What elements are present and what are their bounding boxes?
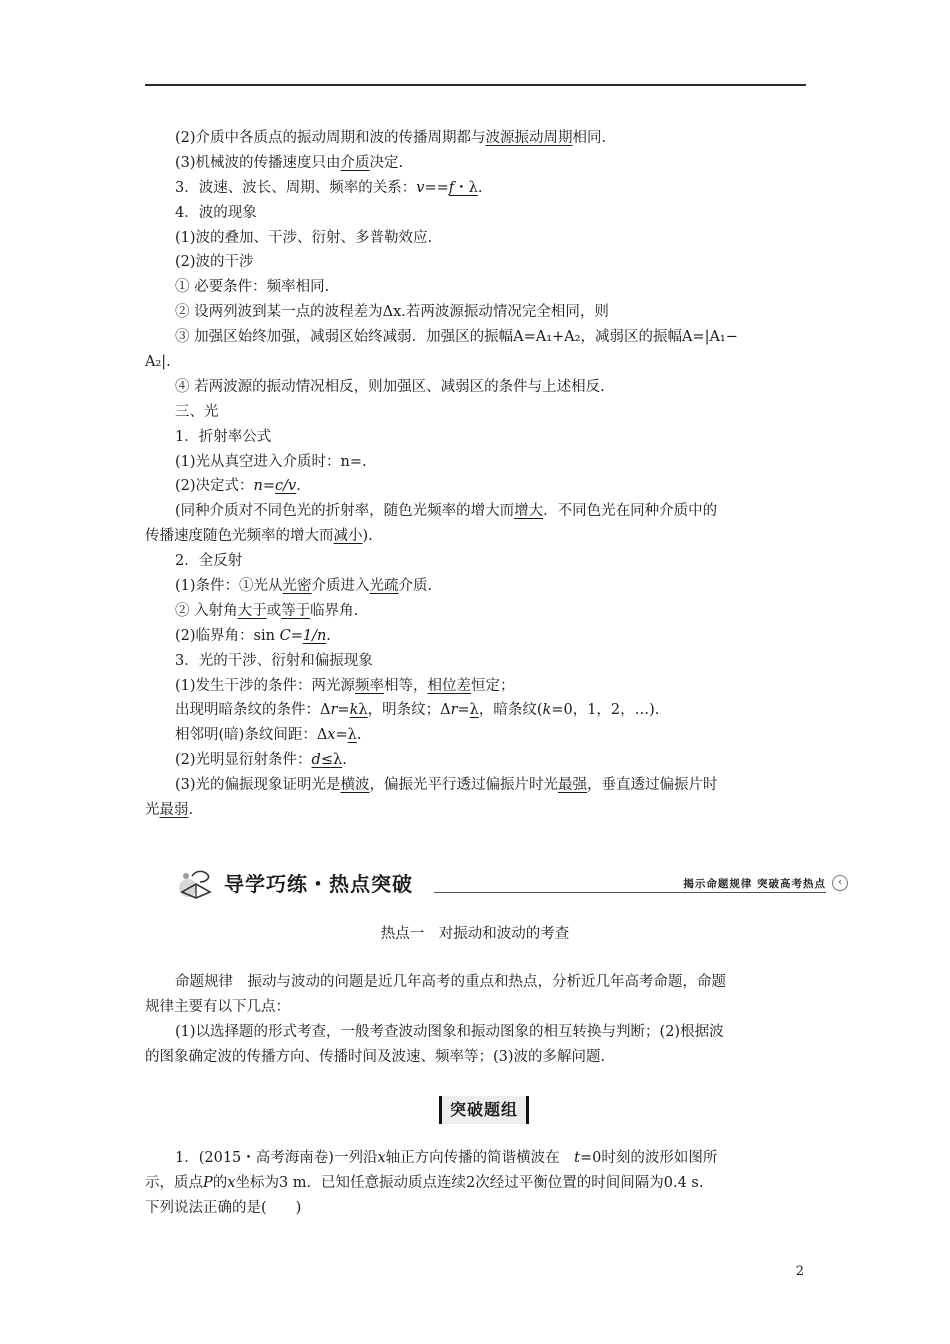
page-number: 2: [795, 1264, 804, 1279]
book-pen-icon: [176, 866, 216, 900]
text-line: 出现明暗条纹的条件：Δr=kλ，明条纹；Δr=λ，暗条纹(k=0，1，2，…).: [175, 702, 660, 719]
text-line: 光最弱.: [145, 802, 194, 819]
text-line: ① 必要条件：频率相同.: [175, 279, 330, 296]
text-line: 命题规律 振动与波动的问题是近几年高考的重点和热点，分析近几年高考命题，命题: [175, 974, 726, 990]
text-line: 规律主要有以下几点：: [145, 998, 290, 1015]
text-line: 的图象确定波的传播方向、传播时间及波速、频率等；(3)波的多解问题.: [145, 1048, 606, 1065]
hot-topic-title: 热点一 对振动和波动的考查: [380, 926, 570, 942]
section-heading: 三、光: [175, 403, 219, 420]
text-line: 3．波速、波长、周期、频率的关系：v==f・λ.: [175, 179, 483, 196]
text-line: (同种介质对不同色光的折射率，随色光频率的增大而增大．不同色光在同种介质中的: [175, 503, 718, 520]
text-line: (1)发生干涉的条件：两光源频率相等，相位差恒定；: [175, 677, 515, 694]
banner-title: 导学巧练・热点突破: [224, 872, 413, 896]
text-line: (2)光明显衍射条件：d≤λ.: [175, 752, 347, 769]
text-line: (3)光的偏振现象证明光是横波，偏振光平行透过偏振片时光最强，垂直透过偏振片时: [175, 777, 718, 794]
text-line: ④ 若两波源的振动情况相反，则加强区、减弱区的条件与上述相反.: [175, 378, 605, 395]
text-line: 相邻明(暗)条纹间距：Δx=λ.: [175, 727, 362, 744]
text-line: (1)光从真空进入介质时：n=.: [175, 453, 367, 470]
content-part3: [145, 1146, 810, 1221]
text-line: 2．全反射: [175, 553, 243, 570]
text-line: (3)机械波的传播速度只由介质决定.: [175, 154, 404, 171]
text-line: A₂|.: [145, 354, 171, 371]
text-line: (2)波的干涉: [175, 254, 254, 271]
text-line: (1)以选择题的形式考查，一般考查波动图象和振动图象的相互转换与判断；(2)根据波: [175, 1023, 724, 1040]
text-line: (1)条件：①光从光密介质进入光疏介质.: [175, 578, 433, 595]
text-line: ② 设两列波到某一点的波程差为Δx.若两波源振动情况完全相同，则: [175, 304, 609, 321]
content-part2: [145, 970, 810, 1070]
question-line: 1．(2015・高考海南卷)一列沿x轴正方向传播的简谐横波在 t=0时刻的波形如图所: [175, 1150, 718, 1166]
content-part1: [145, 126, 810, 823]
banner-subtitle: 揭示命题规律 突破高考热点: [683, 878, 826, 890]
text-line: (2)决定式：n=c/v.: [175, 478, 301, 495]
chevron-left-icon: ‹: [832, 875, 848, 891]
section-banner: [172, 862, 850, 904]
text-line: (2)临界角：sin C=1/n.: [175, 627, 331, 644]
header-rule: [145, 84, 806, 86]
text-line: 1．折射率公式: [175, 428, 272, 445]
text-line: ② 入射角大于或等于临界角.: [175, 602, 359, 619]
text-line: (1)波的叠加、干涉、衍射、多普勒效应.: [175, 229, 433, 246]
question-line: 下列说法正确的是( ): [145, 1199, 302, 1216]
text-line: (2)介质中各质点的振动周期和波的传播周期都与波源振动周期相同.: [175, 130, 607, 146]
text-line: 4．波的现象: [175, 204, 257, 221]
text-line: 3．光的干涉、衍射和偏振现象: [175, 652, 373, 669]
text-line: 传播速度随色光频率的增大而减小).: [145, 528, 373, 545]
question-line: 示，质点P的x坐标为3 m．已知任意振动质点连续2次经过平衡位置的时间间隔为0.4 s.: [145, 1174, 704, 1191]
text-line: ③ 加强区始终加强，减弱区始终减弱．加强区的振幅A=A₁+A₂，减弱区的振幅A=|A₁−: [175, 329, 738, 346]
breakthrough-label: 突破题组: [439, 1096, 529, 1124]
banner-divider: [434, 892, 826, 893]
